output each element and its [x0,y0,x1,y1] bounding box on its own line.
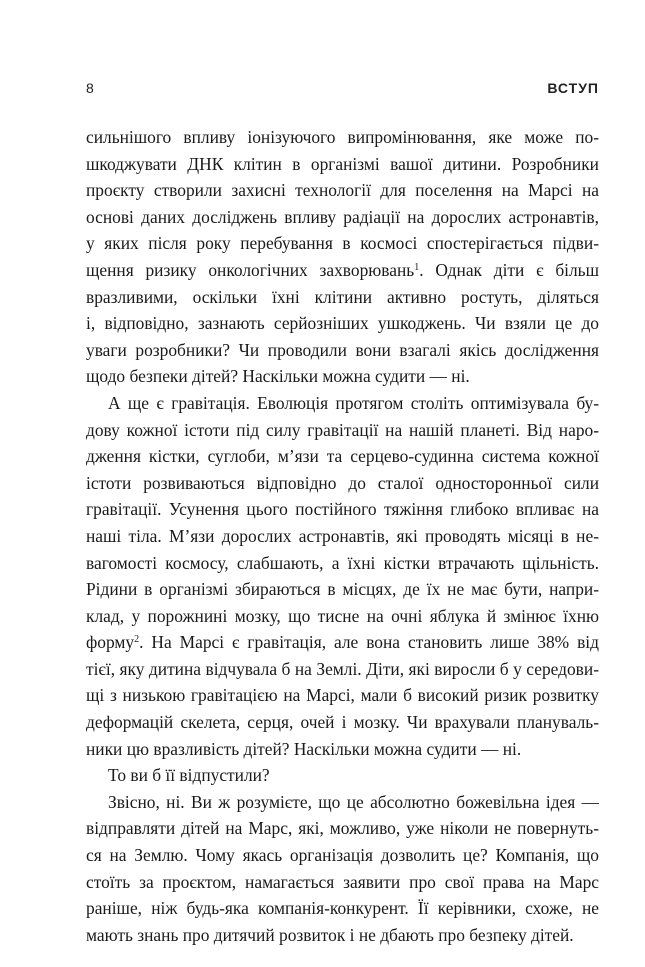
text-line: Звісно, ні. Ви ж розумієте, що це абсолютно божевільна ідея — [108,791,599,812]
text-line: раніше, ніж будь-яка компанія-конкурент. Її керівники, схоже, не [86,898,599,919]
text-line: щі з низькою гравітацією на Марсі, мали б високий ризик розвитку [86,685,599,706]
text-line: деформацій скелета, серця, очей і мозку. Чи врахували плануваль- [86,712,599,733]
text-line: клад, у порожнині мозку, що тисне на очні яблука й змінює їхню [86,605,599,626]
text-segment: форму [86,632,135,653]
paragraph [86,390,599,762]
text-line: стоїть за проєктом, намагається заявити про свої права на Марс [86,871,599,892]
text-line: ся на Землю. Чому якась організація дозволить це? Компанія, що [86,845,599,866]
text-segment: . На Марсі є гравітація, але вона становить лише 38% від [139,632,599,653]
text-line: щодо безпеки дітей? Наскільки можна судити — ні. [86,366,470,387]
text-line: То ви б її відпустили? [108,765,270,786]
text-line: сильнішого впливу іонізуючого випромінювання, яке може по- [86,127,599,147]
footnote-marker: 2 [134,634,140,646]
text-line: мають знань про дитячий розвиток і не дбають про безпеку дітей. [86,924,574,945]
text-line: уваги розробники? Чи проводили вони взагалі якісь дослідження [86,339,599,360]
text-line [86,257,599,284]
text-line: ники цю вразливість дітей? Наскільки можна судити — ні. [86,738,522,759]
text-line: шкоджувати ДНК клітин в організмі вашої дитини. Розробники [86,153,599,174]
page-number: 8 [86,80,95,96]
text-line: у яких після року перебування в космосі спостерігається підви- [86,233,599,254]
paragraph [86,789,599,949]
text-line: гравітації. Усунення цього постійного тяжіння глибоко впливає на [86,499,599,520]
paragraph [86,762,599,789]
text-line: вагомості космосу, слабшають, а їхні кістки втрачають щільність. [86,552,599,573]
page-header [86,80,599,100]
text-line: проєкту створили захисні технології для поселення на Марсі на [86,180,599,201]
text-line: основі даних досліджень впливу радіації на дорослих астронавтів, [86,206,599,227]
text-line: дову кожної істоти під силу гравітації на нашій планеті. Від наро- [86,419,599,440]
body-text [86,124,599,948]
footnote-marker: 1 [414,261,420,273]
text-line: і, відповідно, зазнають серйозніших ушкоджень. Чи взяли це до [86,313,599,334]
text-line: Рідини в організмі збираються в місцях, де їх не має бути, напри- [86,579,599,600]
text-line: наші тіла. М’язи дорослих астронавтів, які проводять місяці в не- [86,525,599,546]
text-line: вразливими, оскільки їхні клітини активно ростуть, діляться [86,286,599,307]
text-line: дження кістки, суглоби, м’язи та серцево-судинна система кожної [86,446,599,467]
text-segment: . Однак діти є більш [419,259,599,280]
paragraph [86,124,599,390]
text-line: істоти розвиваються відповідно до сталої односторонньої сили [86,472,599,493]
text-segment: щення ризику онкологічних захворювань [86,259,415,280]
text-line: А ще є гравітація. Еволюція протягом століть оптимізувала бу- [108,392,599,413]
text-line: відправляти дітей на Марс, які, можливо, уже ніколи не повернуть- [86,818,599,839]
running-head: ВСТУП [547,80,599,96]
text-line: тієї, яку дитина відчувала б на Землі. Діти, які виросли б у середови- [86,658,599,679]
text-line [86,629,599,656]
